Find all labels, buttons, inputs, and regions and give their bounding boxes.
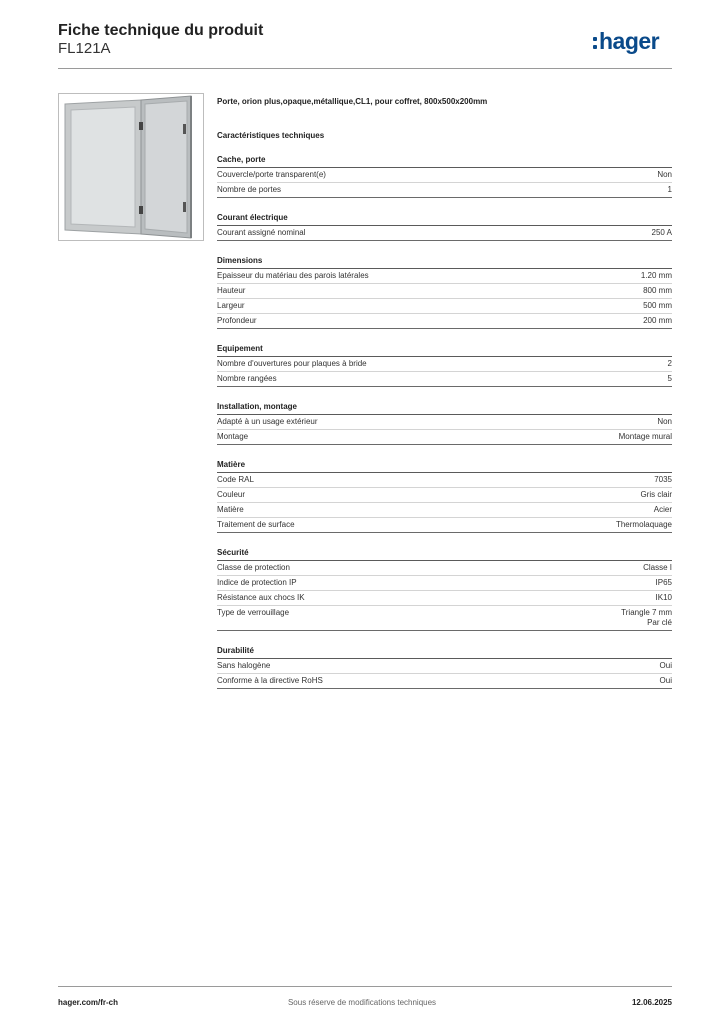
spec-section — [217, 548, 672, 631]
spec-label: Profondeur — [217, 316, 257, 325]
product-description: Porte, orion plus,opaque,métallique,CL1, pour coffret, 800x500x200mm — [217, 97, 488, 106]
product-image — [58, 93, 204, 241]
spec-row — [217, 473, 672, 488]
spec-label: Couleur — [217, 490, 246, 499]
spec-value: Non — [657, 170, 672, 179]
spec-row — [217, 576, 672, 591]
product-reference: FL121A — [58, 40, 111, 57]
spec-label: Courant assigné nominal — [217, 228, 306, 237]
spec-value: Non — [657, 417, 672, 426]
spec-value: 800 mm — [643, 286, 672, 295]
spec-row — [217, 488, 672, 503]
spec-value: Thermolaquage — [615, 520, 672, 529]
spec-label: Largeur — [217, 301, 245, 310]
spec-row — [217, 226, 672, 241]
spec-label: Résistance aux chocs IK — [217, 593, 305, 602]
section-title: Installation, montage — [217, 402, 672, 415]
spec-value: 7035 — [654, 475, 672, 484]
spec-row — [217, 314, 672, 329]
footer-website: hager.com/fr-ch — [58, 998, 119, 1007]
spec-section — [217, 155, 672, 198]
spec-value: 1 — [667, 185, 672, 194]
spec-label: Matière — [217, 505, 244, 514]
spec-label: Montage — [217, 432, 249, 441]
footer-notice: Sous réserve de modifications techniques — [287, 998, 437, 1007]
spec-value: Gris clair — [640, 490, 672, 499]
spec-label: Type de verrouillage — [217, 608, 290, 617]
spec-value: 250 A — [651, 228, 672, 237]
spec-value: Oui — [659, 676, 672, 685]
spec-value: 200 mm — [643, 316, 672, 325]
spec-value: Montage mural — [618, 432, 672, 441]
spec-value: Classe I — [643, 563, 672, 572]
spec-row — [217, 674, 672, 689]
spec-label: Sans halogène — [217, 661, 271, 670]
spec-row — [217, 183, 672, 198]
section-title: Matière — [217, 460, 672, 473]
spec-row — [217, 561, 672, 576]
footer-divider — [58, 986, 672, 987]
spec-row — [217, 284, 672, 299]
footer-date: 12.06.2025 — [631, 998, 672, 1007]
spec-row — [217, 269, 672, 284]
spec-label: Epaisseur du matériau des parois latérales — [217, 271, 369, 280]
spec-row — [217, 606, 672, 631]
spec-row — [217, 168, 672, 183]
spec-row — [217, 430, 672, 445]
spec-label: Traitement de surface — [217, 520, 295, 529]
spec-section — [217, 344, 672, 387]
section-title: Equipement — [217, 344, 672, 357]
spec-value: 1.20 mm — [640, 271, 672, 280]
spec-row — [217, 503, 672, 518]
characteristics-sections — [217, 155, 672, 689]
spec-section — [217, 256, 672, 329]
page-title: Fiche technique du produit — [58, 22, 264, 39]
spec-section — [217, 460, 672, 533]
spec-label: Adapté à un usage extérieur — [217, 417, 318, 426]
spec-value: 2 — [667, 359, 672, 368]
spec-row — [217, 357, 672, 372]
spec-label: Nombre de portes — [217, 185, 282, 194]
spec-row — [217, 591, 672, 606]
spec-row — [217, 299, 672, 314]
spec-row — [217, 415, 672, 430]
spec-section — [217, 402, 672, 445]
hager-logo — [593, 28, 659, 55]
product-details — [217, 97, 672, 689]
header-divider — [58, 68, 672, 69]
spec-value: Oui — [659, 661, 672, 670]
spec-value: 5 — [667, 374, 672, 383]
spec-value: 500 mm — [643, 301, 672, 310]
characteristics-heading: Caractéristiques techniques — [217, 131, 325, 140]
section-title: Durabilité — [217, 646, 672, 659]
spec-value: IP65 — [655, 578, 672, 587]
section-title: Courant électrique — [217, 213, 672, 226]
spec-label: Code RAL — [217, 475, 254, 484]
spec-label: Hauteur — [217, 286, 246, 295]
section-title: Dimensions — [217, 256, 672, 269]
spec-value: Acier — [653, 505, 672, 514]
spec-value: Triangle 7 mm Par clé — [621, 608, 672, 627]
spec-section — [217, 213, 672, 241]
section-title: Sécurité — [217, 548, 672, 561]
enclosure-door-icon — [59, 94, 203, 240]
spec-row — [217, 372, 672, 387]
spec-label: Nombre d'ouvertures pour plaques à bride — [217, 359, 367, 368]
spec-row — [217, 518, 672, 533]
spec-row — [217, 659, 672, 674]
spec-label: Conforme à la directive RoHS — [217, 676, 323, 685]
spec-value: IK10 — [655, 593, 672, 602]
spec-label: Nombre rangées — [217, 374, 277, 383]
logo-text: hager — [599, 28, 660, 54]
spec-label: Classe de protection — [217, 563, 290, 572]
spec-label: Couvercle/porte transparent(e) — [217, 170, 326, 179]
spec-label: Indice de protection IP — [217, 578, 297, 587]
logo-dots-icon — [593, 36, 597, 50]
section-title: Cache, porte — [217, 155, 672, 168]
spec-section — [217, 646, 672, 689]
